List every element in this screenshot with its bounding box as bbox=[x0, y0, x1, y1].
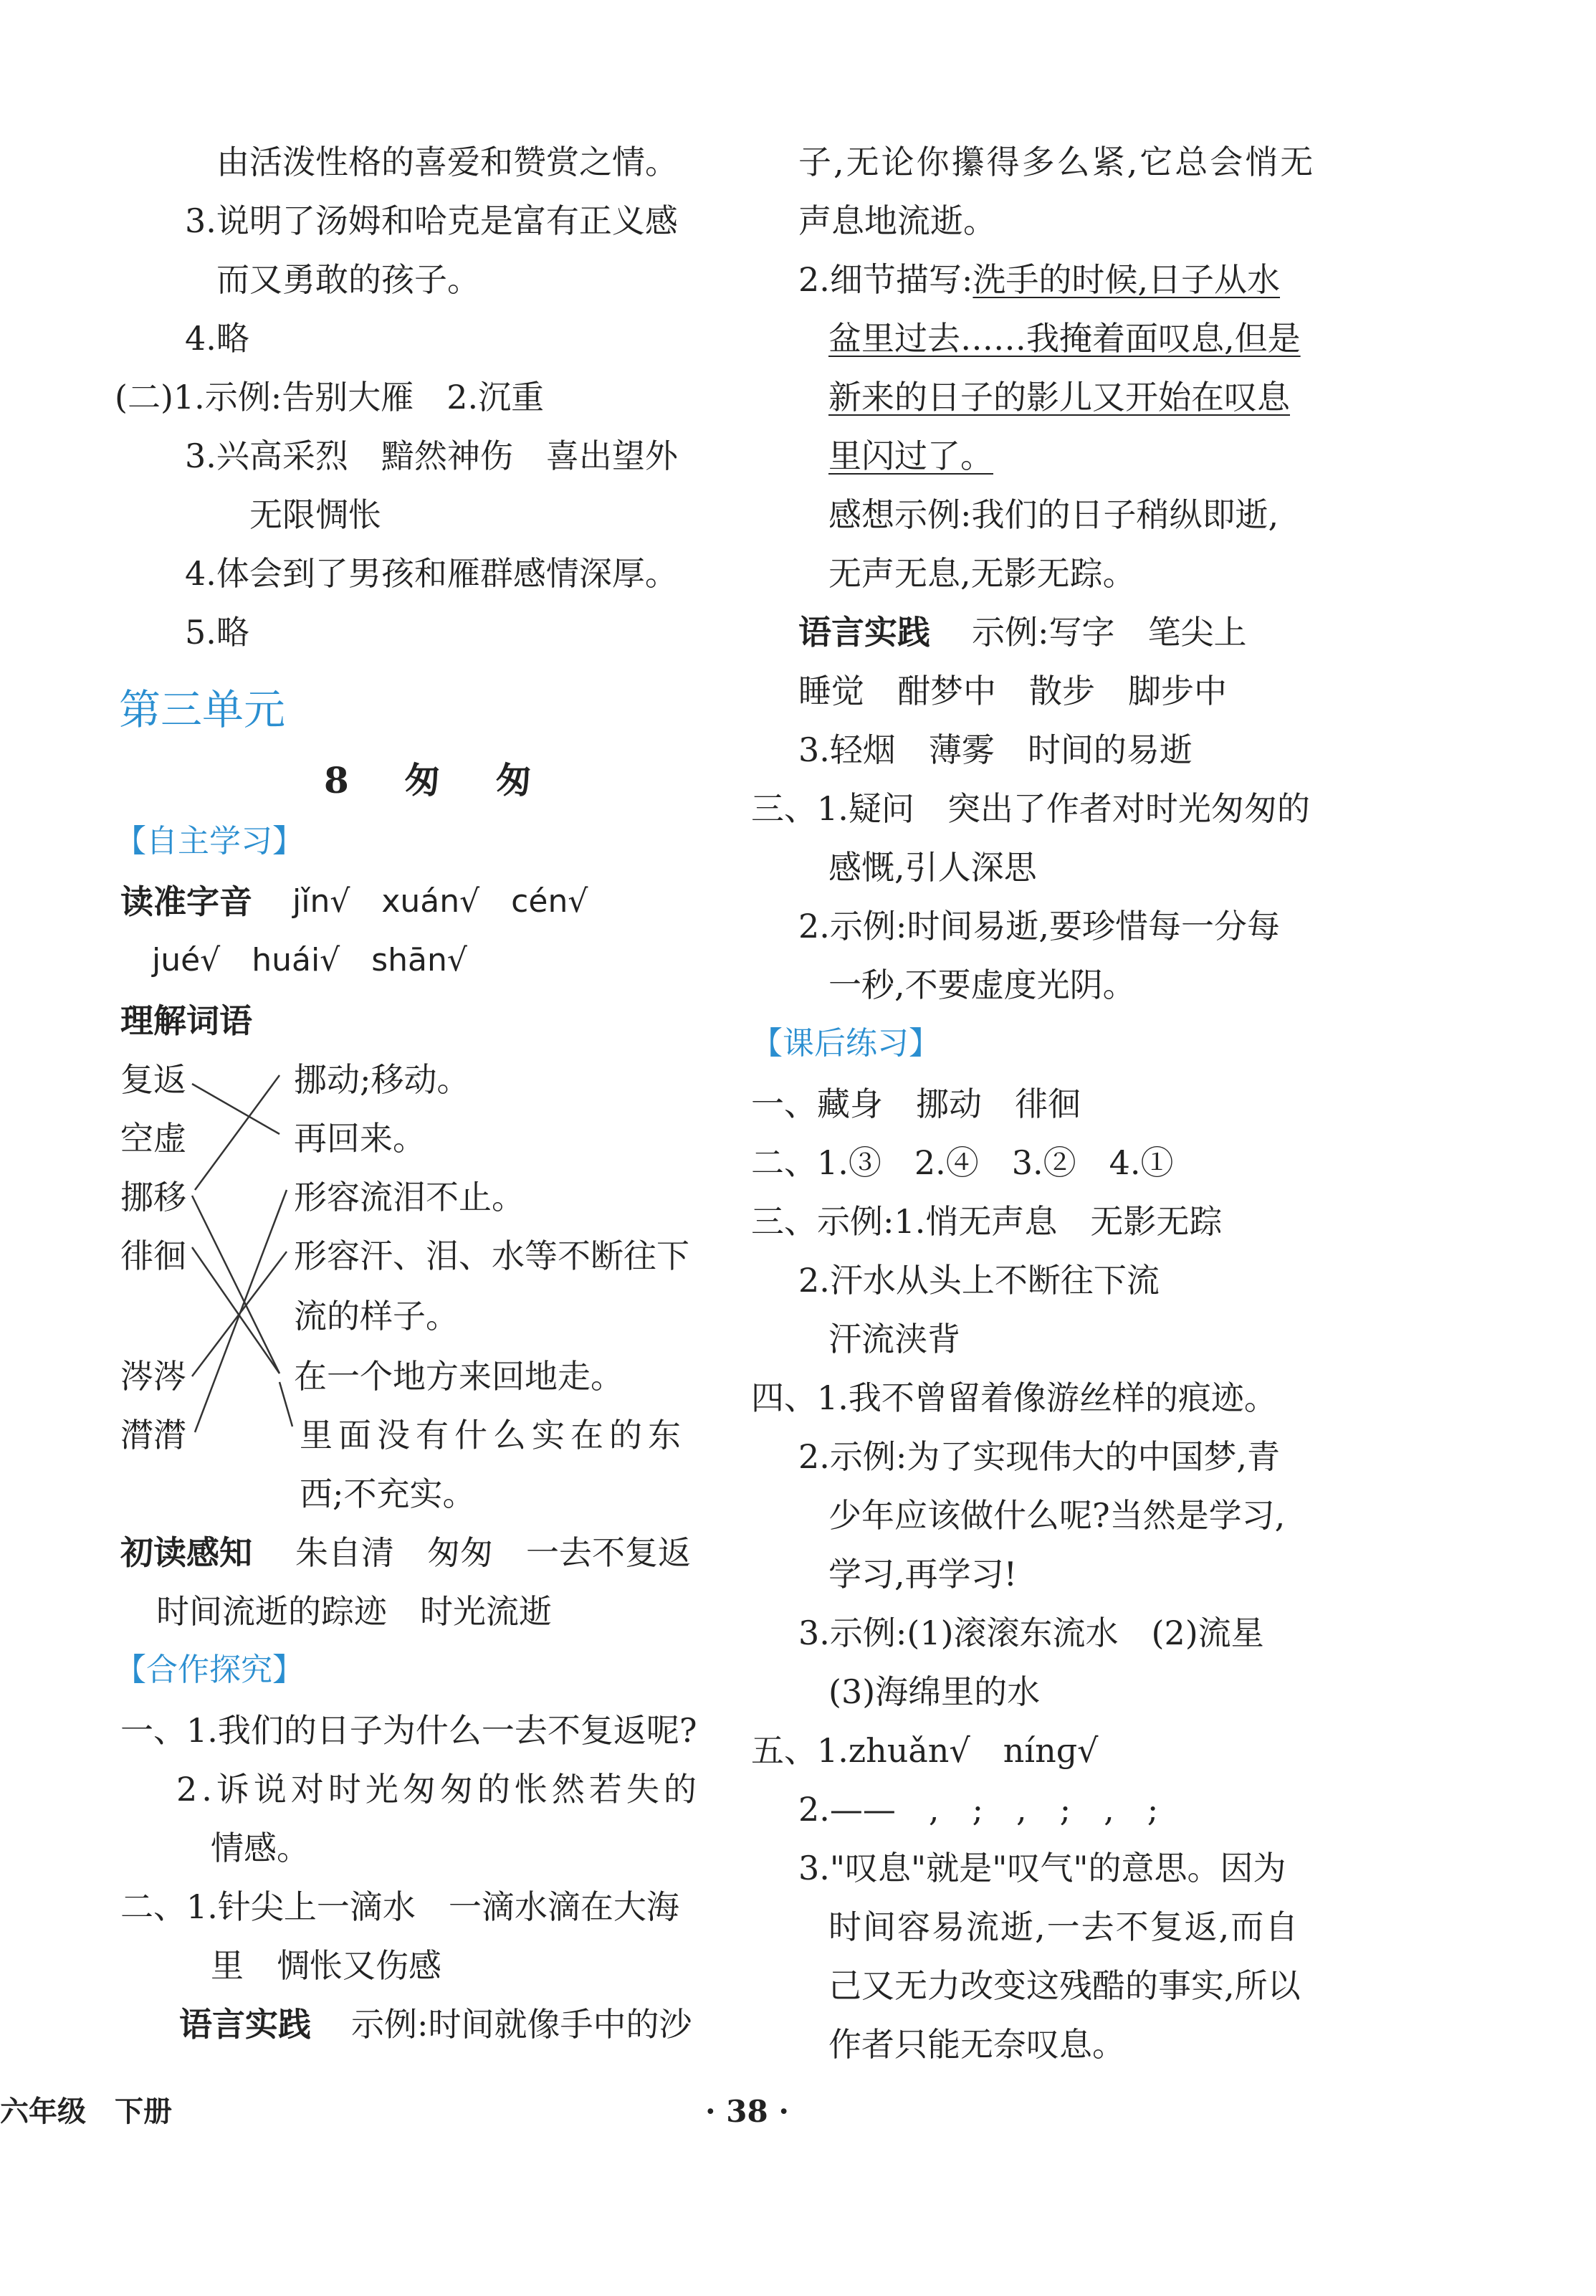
left-line-2: 3.说明了汤姆和哈克是富有正义感 bbox=[185, 201, 678, 240]
right-line-9: 示例:写字 笔尖上 bbox=[972, 613, 1247, 652]
exercise-15: 时间容易流逝,一去不复返,而自 bbox=[828, 1907, 1300, 1946]
vocab-word: 空虚 bbox=[120, 1119, 186, 1158]
section-after-class: 【课后练习】 bbox=[751, 1025, 940, 1062]
right-line-12: 三、1.疑问 突出了作者对时光匆匆的 bbox=[751, 789, 1310, 828]
q2-line-1: 二、1.针尖上一滴水 一滴水滴在大海 bbox=[120, 1887, 679, 1926]
right-line-1: 子,无论你攥得多么紧,它总会悄无 bbox=[798, 143, 1316, 181]
pronunciation-line-2: jué√ huái√ shān√ bbox=[152, 942, 467, 978]
vocab-meaning: 挪动;移动。 bbox=[294, 1060, 470, 1099]
right-line-10: 睡觉 酣梦中 散步 脚步中 bbox=[798, 672, 1227, 710]
vocab-label: 理解词语 bbox=[120, 1001, 252, 1040]
exercise-17: 作者只能无奈叹息。 bbox=[828, 2025, 1125, 2064]
exercise-10: 3.示例:(1)滚滚东流水 (2)流星 bbox=[798, 1614, 1264, 1652]
exercise-13: 2.—— , ; , ; , ; bbox=[798, 1790, 1159, 1829]
pronunciation-label: 读准字音 bbox=[120, 882, 252, 921]
page-number: · 38 · bbox=[705, 2094, 789, 2129]
left-line-6: 3.兴高采烈 黯然神伤 喜出望外 bbox=[185, 437, 678, 475]
right-line-15: 一秒,不要虚度光阴。 bbox=[828, 966, 1136, 1004]
left-line-3: 而又勇敢的孩子。 bbox=[216, 260, 480, 299]
left-line-5: (二)1.示例:告别大雁 2.沉重 bbox=[115, 378, 545, 416]
detail-underlined: 洗手的时候,日子从水 bbox=[973, 260, 1281, 299]
read-line-2: 时间流逝的踪迹 时光流逝 bbox=[156, 1592, 552, 1631]
unit-title: 第三单元 bbox=[119, 685, 286, 734]
right-line-2: 声息地流逝。 bbox=[798, 201, 996, 240]
detail-label: 2.细节描写: bbox=[798, 260, 973, 299]
left-line-9: 5.略 bbox=[185, 613, 249, 652]
vocab-meaning: 再回来。 bbox=[294, 1119, 426, 1158]
match-line bbox=[279, 1382, 292, 1426]
right-line-4: 盆里过去……我掩着面叹息,但是 bbox=[828, 319, 1301, 358]
left-line-8: 4.体会到了男孩和雁群感情深厚。 bbox=[185, 554, 678, 593]
exercise-2: 二、1.③ 2.④ 3.② 4.① bbox=[751, 1143, 1174, 1182]
exercise-14: 3."叹息"就是"叹气"的意思。因为 bbox=[798, 1849, 1286, 1887]
q2-line-2: 里 惆怅又伤感 bbox=[211, 1946, 441, 1985]
vocab-meaning: 里面没有什么实在的东 bbox=[300, 1416, 687, 1454]
section-self-study: 【自主学习】 bbox=[115, 823, 304, 859]
q1-line-2: 2.诉说对时光匆匆的怅然若失的 bbox=[176, 1770, 701, 1809]
exercise-8: 少年应该做什么呢?当然是学习, bbox=[828, 1496, 1286, 1535]
vocab-word: 挪移 bbox=[120, 1178, 186, 1216]
practice-label-right: 语言实践 bbox=[798, 613, 930, 652]
exercise-7: 2.示例:为了实现伟大的中国梦,青 bbox=[798, 1437, 1281, 1476]
vocab-meaning: 流的样子。 bbox=[294, 1297, 459, 1335]
q1-line-3: 情感。 bbox=[211, 1829, 310, 1867]
match-line bbox=[192, 1247, 279, 1373]
practice-label-left: 语言实践 bbox=[179, 2005, 311, 2044]
right-line-14: 2.示例:时间易逝,要珍惜每一分每 bbox=[798, 907, 1281, 945]
right-line-7: 感想示例:我们的日子稍纵即逝, bbox=[828, 495, 1279, 534]
exercise-5: 汗流浃背 bbox=[828, 1320, 960, 1358]
pronunciation-line-1: jǐn√ xuán√ cén√ bbox=[292, 883, 588, 920]
left-line-4: 4.略 bbox=[185, 319, 249, 358]
right-line-13: 感慨,引人深思 bbox=[828, 848, 1037, 887]
match-line bbox=[192, 1084, 279, 1134]
vocab-meaning: 西;不充实。 bbox=[300, 1475, 476, 1513]
footer-grade: 六年级 下册 bbox=[0, 2095, 172, 2128]
vocab-word: 复返 bbox=[120, 1060, 186, 1099]
exercise-6: 四、1.我不曾留着像游丝样的痕迹。 bbox=[751, 1378, 1277, 1417]
vocab-meaning: 形容流泪不止。 bbox=[294, 1178, 525, 1216]
read-label: 初读感知 bbox=[120, 1533, 252, 1572]
left-line-7: 无限惆怅 bbox=[249, 495, 381, 534]
right-line-11: 3.轻烟 薄雾 时间的易逝 bbox=[798, 730, 1193, 769]
lesson-title: 8 匆 匆 bbox=[324, 759, 553, 801]
vocab-word: 潸潸 bbox=[120, 1416, 186, 1454]
exercise-9: 学习,再学习! bbox=[828, 1555, 1018, 1594]
right-line-3 bbox=[798, 258, 1280, 301]
right-line-6: 里闪过了。 bbox=[828, 437, 993, 475]
q1-line-1: 一、1.我们的日子为什么一去不复返呢? bbox=[120, 1711, 697, 1750]
exercise-12: 五、1.zhuǎn√ nínɡ√ bbox=[751, 1731, 1099, 1770]
read-line-1: 朱自清 匆匆 一去不复返 bbox=[295, 1533, 691, 1572]
vocab-word: 徘徊 bbox=[120, 1237, 186, 1275]
vocab-meaning: 在一个地方来回地走。 bbox=[294, 1357, 623, 1396]
vocab-meaning: 形容汗、泪、水等不断往下 bbox=[294, 1237, 689, 1275]
practice-text-left: 示例:时间就像手中的沙 bbox=[351, 2005, 692, 2044]
exercise-11: (3)海绵里的水 bbox=[828, 1672, 1041, 1711]
exercise-1: 一、藏身 挪动 徘徊 bbox=[751, 1085, 1081, 1123]
right-line-5: 新来的日子的影儿又开始在叹息 bbox=[828, 378, 1290, 416]
section-cooperate: 【合作探究】 bbox=[115, 1652, 304, 1688]
exercise-4: 2.汗水从头上不断往下流 bbox=[798, 1261, 1160, 1300]
vocab-word: 涔涔 bbox=[120, 1357, 186, 1396]
exercise-3: 三、示例:1.悄无声息 无影无踪 bbox=[751, 1202, 1223, 1241]
match-line bbox=[192, 1196, 279, 1373]
exercise-16: 己又无力改变这残酷的事实,所以 bbox=[828, 1966, 1301, 2005]
right-line-8: 无声无息,无影无踪。 bbox=[828, 554, 1136, 593]
left-line-1: 由活泼性格的喜爱和赞赏之情。 bbox=[216, 143, 678, 181]
